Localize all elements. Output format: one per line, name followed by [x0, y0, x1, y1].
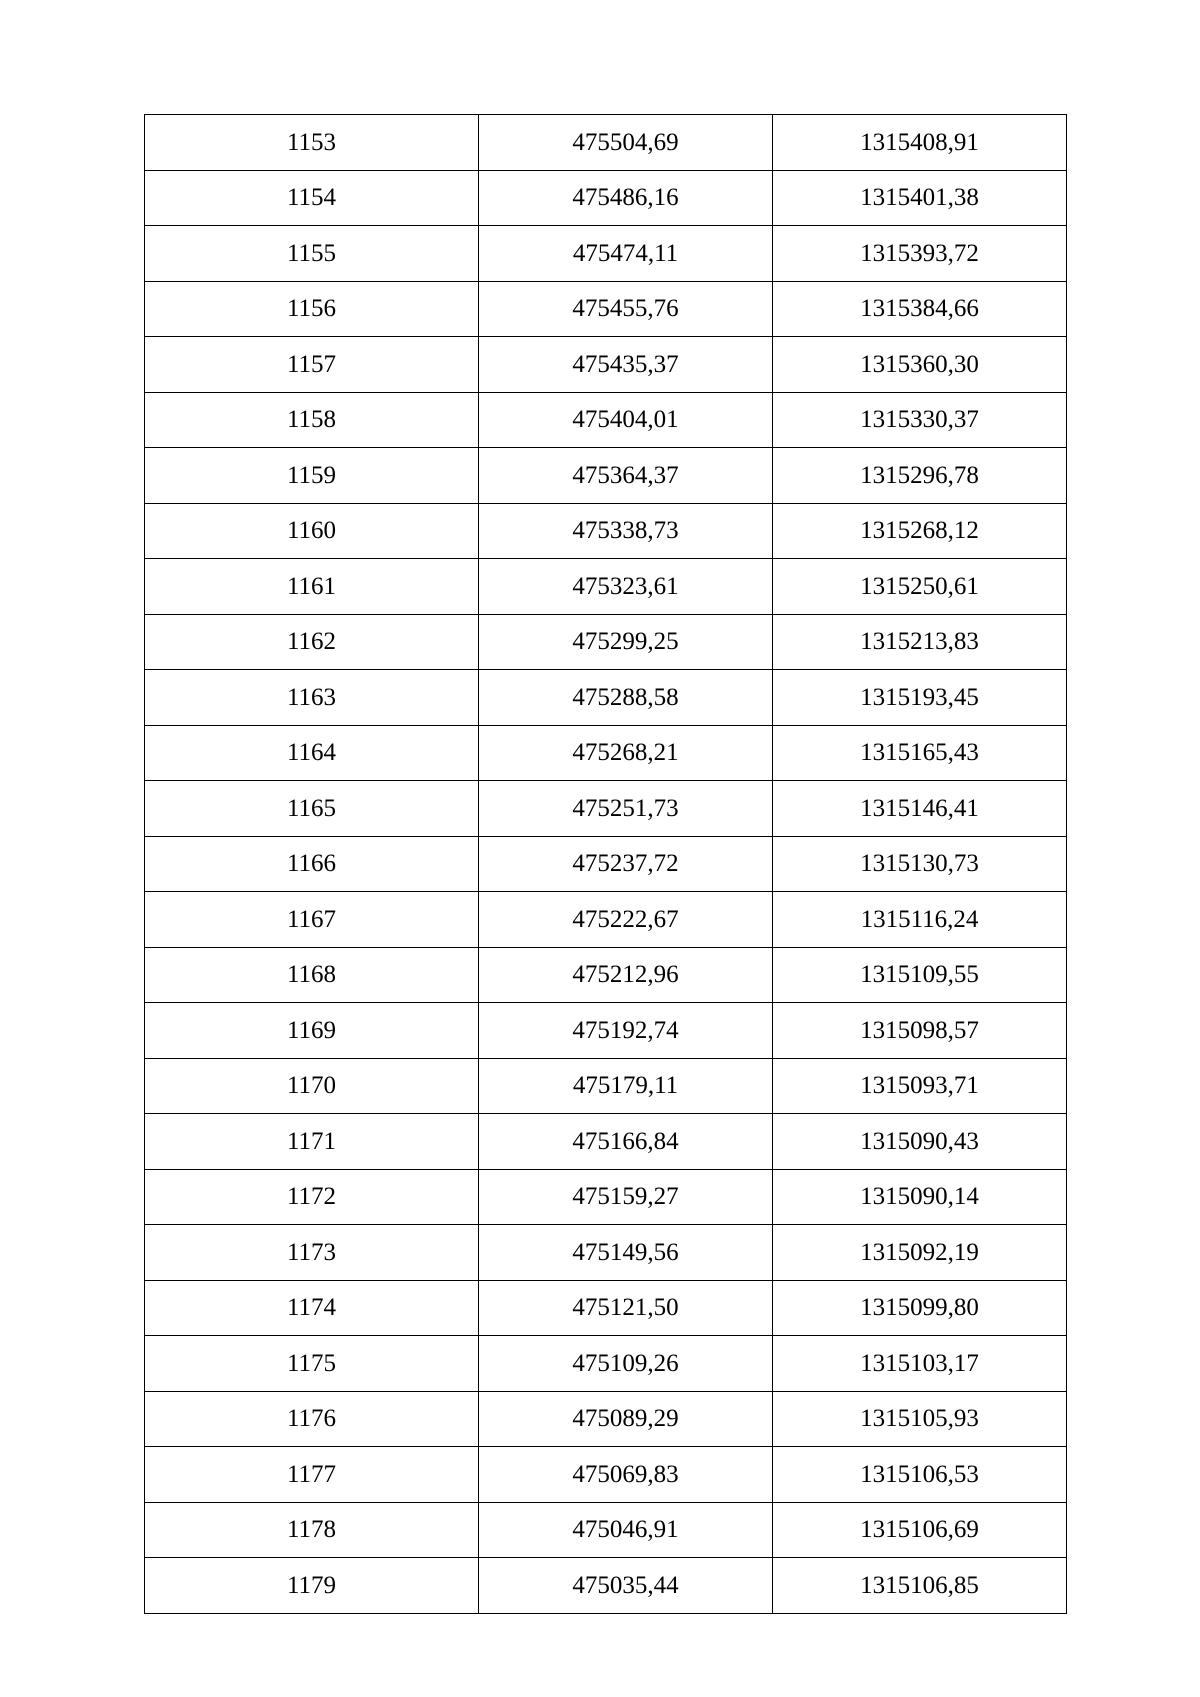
- table-row: [145, 559, 1067, 615]
- table-row: [145, 226, 1067, 282]
- x-coordinate-cell: 475046,91: [479, 1502, 773, 1558]
- x-coordinate-cell: 475121,50: [479, 1280, 773, 1336]
- table-row: [145, 725, 1067, 781]
- point-number-cell: 1173: [145, 1225, 479, 1281]
- x-coordinate-cell: 475404,01: [479, 392, 773, 448]
- x-coordinate-cell: 475268,21: [479, 725, 773, 781]
- table-row: [145, 170, 1067, 226]
- y-coordinate-cell: 1315106,69: [773, 1502, 1067, 1558]
- y-coordinate-cell: 1315090,43: [773, 1114, 1067, 1170]
- x-coordinate-cell: 475435,37: [479, 337, 773, 393]
- table-row: [145, 503, 1067, 559]
- point-number-cell: 1177: [145, 1447, 479, 1503]
- y-coordinate-cell: 1315090,14: [773, 1169, 1067, 1225]
- table-row: [145, 947, 1067, 1003]
- table-row: [145, 448, 1067, 504]
- y-coordinate-cell: 1315106,53: [773, 1447, 1067, 1503]
- table-row: [145, 337, 1067, 393]
- x-coordinate-cell: 475364,37: [479, 448, 773, 504]
- point-number-cell: 1172: [145, 1169, 479, 1225]
- y-coordinate-cell: 1315384,66: [773, 281, 1067, 337]
- table-row: [145, 1336, 1067, 1392]
- point-number-cell: 1157: [145, 337, 479, 393]
- y-coordinate-cell: 1315268,12: [773, 503, 1067, 559]
- y-coordinate-cell: 1315393,72: [773, 226, 1067, 282]
- point-number-cell: 1169: [145, 1003, 479, 1059]
- table-row: [145, 892, 1067, 948]
- y-coordinate-cell: 1315193,45: [773, 670, 1067, 726]
- x-coordinate-cell: 475474,11: [479, 226, 773, 282]
- table-row: [145, 1391, 1067, 1447]
- y-coordinate-cell: 1315098,57: [773, 1003, 1067, 1059]
- x-coordinate-cell: 475149,56: [479, 1225, 773, 1281]
- y-coordinate-cell: 1315360,30: [773, 337, 1067, 393]
- x-coordinate-cell: 475212,96: [479, 947, 773, 1003]
- point-number-cell: 1162: [145, 614, 479, 670]
- x-coordinate-cell: 475504,69: [479, 115, 773, 171]
- y-coordinate-cell: 1315401,38: [773, 170, 1067, 226]
- y-coordinate-cell: 1315109,55: [773, 947, 1067, 1003]
- x-coordinate-cell: 475323,61: [479, 559, 773, 615]
- y-coordinate-cell: 1315103,17: [773, 1336, 1067, 1392]
- x-coordinate-cell: 475299,25: [479, 614, 773, 670]
- point-number-cell: 1156: [145, 281, 479, 337]
- point-number-cell: 1159: [145, 448, 479, 504]
- y-coordinate-cell: 1315165,43: [773, 725, 1067, 781]
- x-coordinate-cell: 475166,84: [479, 1114, 773, 1170]
- point-number-cell: 1154: [145, 170, 479, 226]
- x-coordinate-cell: 475192,74: [479, 1003, 773, 1059]
- y-coordinate-cell: 1315330,37: [773, 392, 1067, 448]
- y-coordinate-cell: 1315092,19: [773, 1225, 1067, 1281]
- y-coordinate-cell: 1315093,71: [773, 1058, 1067, 1114]
- y-coordinate-cell: 1315099,80: [773, 1280, 1067, 1336]
- point-number-cell: 1175: [145, 1336, 479, 1392]
- x-coordinate-cell: 475455,76: [479, 281, 773, 337]
- x-coordinate-cell: 475069,83: [479, 1447, 773, 1503]
- y-coordinate-cell: 1315105,93: [773, 1391, 1067, 1447]
- table-row: [145, 1280, 1067, 1336]
- x-coordinate-cell: 475251,73: [479, 781, 773, 837]
- table-row: [145, 1558, 1067, 1614]
- point-number-cell: 1168: [145, 947, 479, 1003]
- point-number-cell: 1161: [145, 559, 479, 615]
- table-row: [145, 614, 1067, 670]
- point-number-cell: 1164: [145, 725, 479, 781]
- table-row: [145, 1114, 1067, 1170]
- point-number-cell: 1158: [145, 392, 479, 448]
- y-coordinate-cell: 1315213,83: [773, 614, 1067, 670]
- coordinates-table: [144, 114, 1067, 1614]
- point-number-cell: 1167: [145, 892, 479, 948]
- x-coordinate-cell: 475222,67: [479, 892, 773, 948]
- point-number-cell: 1179: [145, 1558, 479, 1614]
- y-coordinate-cell: 1315106,85: [773, 1558, 1067, 1614]
- x-coordinate-cell: 475288,58: [479, 670, 773, 726]
- table-row: [145, 1003, 1067, 1059]
- table-row: [145, 115, 1067, 171]
- x-coordinate-cell: 475035,44: [479, 1558, 773, 1614]
- point-number-cell: 1165: [145, 781, 479, 837]
- point-number-cell: 1155: [145, 226, 479, 282]
- point-number-cell: 1170: [145, 1058, 479, 1114]
- x-coordinate-cell: 475109,26: [479, 1336, 773, 1392]
- point-number-cell: 1153: [145, 115, 479, 171]
- table-row: [145, 1447, 1067, 1503]
- table-row: [145, 1225, 1067, 1281]
- x-coordinate-cell: 475179,11: [479, 1058, 773, 1114]
- y-coordinate-cell: 1315250,61: [773, 559, 1067, 615]
- point-number-cell: 1176: [145, 1391, 479, 1447]
- point-number-cell: 1171: [145, 1114, 479, 1170]
- y-coordinate-cell: 1315130,73: [773, 836, 1067, 892]
- table-row: [145, 670, 1067, 726]
- table-row: [145, 281, 1067, 337]
- y-coordinate-cell: 1315408,91: [773, 115, 1067, 171]
- y-coordinate-cell: 1315116,24: [773, 892, 1067, 948]
- x-coordinate-cell: 475237,72: [479, 836, 773, 892]
- x-coordinate-cell: 475089,29: [479, 1391, 773, 1447]
- point-number-cell: 1160: [145, 503, 479, 559]
- table-row: [145, 781, 1067, 837]
- y-coordinate-cell: 1315296,78: [773, 448, 1067, 504]
- x-coordinate-cell: 475486,16: [479, 170, 773, 226]
- table-row: [145, 1502, 1067, 1558]
- table-row: [145, 836, 1067, 892]
- coordinates-table-body: [145, 115, 1067, 1614]
- point-number-cell: 1174: [145, 1280, 479, 1336]
- y-coordinate-cell: 1315146,41: [773, 781, 1067, 837]
- point-number-cell: 1163: [145, 670, 479, 726]
- x-coordinate-cell: 475159,27: [479, 1169, 773, 1225]
- point-number-cell: 1166: [145, 836, 479, 892]
- point-number-cell: 1178: [145, 1502, 479, 1558]
- table-row: [145, 1169, 1067, 1225]
- table-row: [145, 1058, 1067, 1114]
- table-row: [145, 392, 1067, 448]
- x-coordinate-cell: 475338,73: [479, 503, 773, 559]
